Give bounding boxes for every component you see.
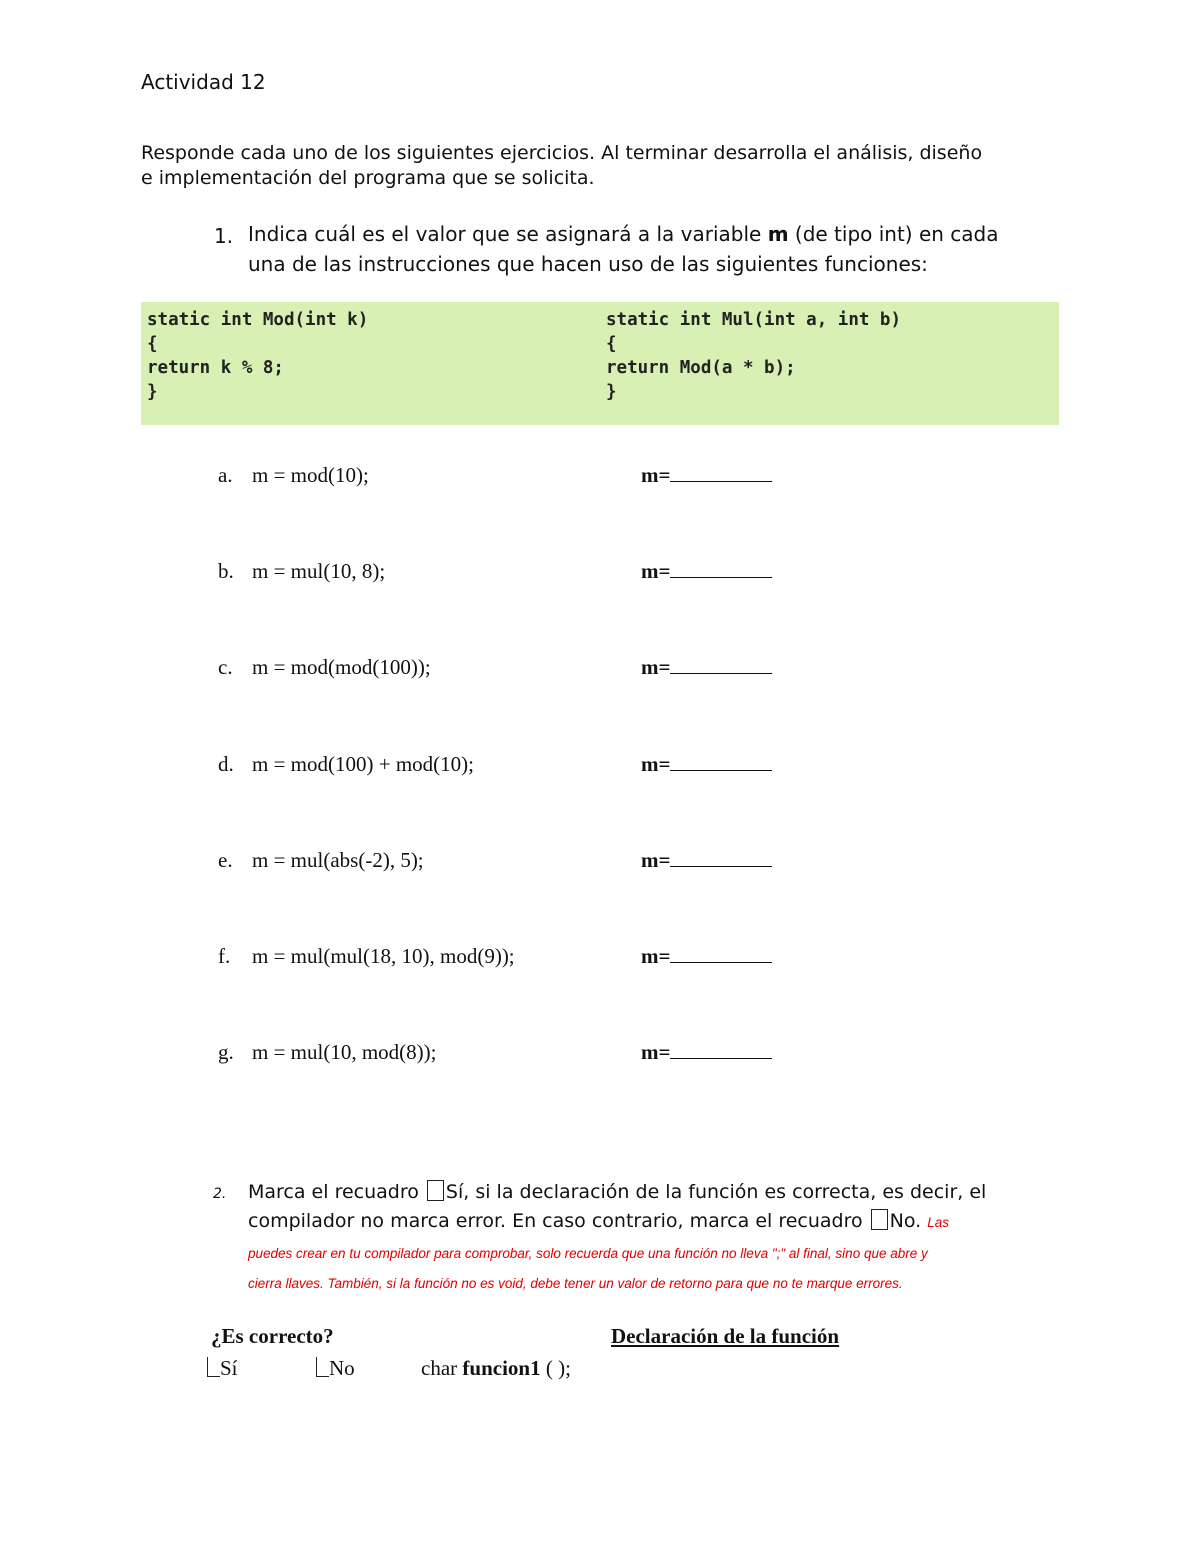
decl-params: ( );: [540, 1356, 571, 1380]
page-title: Actividad 12: [141, 70, 266, 94]
code-mul-line: return Mod(a * b);: [606, 358, 796, 378]
answer-blank[interactable]: [670, 655, 772, 674]
question-2-text-d: No.: [889, 1210, 928, 1232]
code-mod-line: static int Mod(int k): [147, 310, 369, 330]
answer-label: m=: [641, 848, 671, 872]
item-expression: m = mod(100) + mod(10);: [252, 752, 474, 776]
item-letter: c.: [218, 655, 233, 679]
answer-field[interactable]: [641, 944, 772, 969]
item-expression: m = mul(abs(-2), 5);: [252, 848, 424, 872]
answer-label: m=: [641, 463, 671, 487]
answer-field[interactable]: [641, 655, 772, 680]
code-mod-line: return k % 8;: [147, 358, 284, 378]
answer-label: m=: [641, 655, 671, 679]
answer-blank[interactable]: [670, 1040, 772, 1059]
answer-blank[interactable]: [670, 848, 772, 867]
item-letter: d.: [218, 752, 234, 776]
answer-label: m=: [641, 1040, 671, 1064]
answer-blank[interactable]: [670, 463, 772, 482]
answer-blank[interactable]: [670, 944, 772, 963]
question-2-text-a: Marca el recuadro: [248, 1181, 425, 1203]
option-si[interactable]: [207, 1356, 238, 1381]
column-header-correct: ¿Es correcto?: [211, 1324, 334, 1348]
item-letter: e.: [218, 848, 233, 872]
code-mod-line: }: [147, 382, 158, 402]
variable-m: m: [767, 222, 789, 246]
question-2-line-2: [248, 1209, 949, 1232]
note-line-3: cierra llaves. También, si la función no es void, debe tener un valor de retorno para que no te marque errores.: [248, 1276, 903, 1291]
answer-label: m=: [641, 752, 671, 776]
item-letter: g.: [218, 1040, 234, 1064]
item-expression: m = mul(10, mod(8));: [252, 1040, 437, 1064]
checkbox-no-example: [871, 1209, 888, 1230]
question-2-line-1: [248, 1180, 986, 1203]
answer-field[interactable]: [641, 463, 772, 488]
question-1-number: 1.: [214, 224, 234, 248]
checkbox-si-example: [427, 1180, 444, 1201]
item-letter: a.: [218, 463, 233, 487]
code-mul-line: {: [606, 334, 617, 354]
option-no[interactable]: [316, 1356, 355, 1381]
answer-field[interactable]: [641, 559, 772, 584]
answer-field[interactable]: [641, 752, 772, 777]
item-expression: m = mod(10);: [252, 463, 369, 487]
question-1-text-b: (de tipo int) en cada: [788, 222, 999, 246]
code-mod-line: {: [147, 334, 158, 354]
function-declaration: [421, 1356, 571, 1381]
code-mul-line: }: [606, 382, 617, 402]
intro-line-2: e implementación del programa que se solicita.: [141, 167, 595, 189]
answer-field[interactable]: [641, 1040, 772, 1065]
answer-label: m=: [641, 944, 671, 968]
question-1-line-2: una de las instrucciones que hacen uso de las siguientes funciones:: [248, 252, 928, 276]
question-2-text-b: Sí, si la declaración de la función es correcta, es decir, el: [445, 1181, 987, 1203]
column-header-declaration: Declaración de la función: [611, 1324, 840, 1348]
item-letter: f.: [218, 944, 231, 968]
intro-line-1: Responde cada uno de los siguientes ejercicios. Al terminar desarrolla el análisis, diseño: [141, 142, 983, 164]
decl-name: funcion1: [462, 1356, 541, 1380]
answer-field[interactable]: [641, 848, 772, 873]
answer-label: m=: [641, 559, 671, 583]
option-no-label: No: [329, 1356, 355, 1380]
note-line-2: puedes crear en tu compilador para comprobar, solo recuerda que una función no lleva ";" al final, sino que abre y: [248, 1246, 928, 1261]
question-1-line-1: [248, 222, 999, 246]
question-2-text-c: compilador no marca error. En caso contrario, marca el recuadro: [248, 1210, 869, 1232]
question-1-text-a: Indica cuál es el valor que se asignará a la variable: [248, 222, 768, 246]
option-si-label: Sí: [220, 1356, 238, 1380]
answer-blank[interactable]: [670, 559, 772, 578]
item-expression: m = mul(10, 8);: [252, 559, 386, 583]
question-2-number: 2.: [213, 1186, 227, 1202]
checkbox-si[interactable]: [207, 1357, 220, 1377]
code-mul-line: static int Mul(int a, int b): [606, 310, 902, 330]
item-expression: m = mod(mod(100));: [252, 655, 431, 679]
decl-type: char: [421, 1356, 458, 1380]
answer-blank[interactable]: [670, 752, 772, 771]
note-text-start: Las: [927, 1215, 950, 1230]
checkbox-no[interactable]: [316, 1357, 329, 1377]
item-letter: b.: [218, 559, 234, 583]
item-expression: m = mul(mul(18, 10), mod(9));: [252, 944, 515, 968]
